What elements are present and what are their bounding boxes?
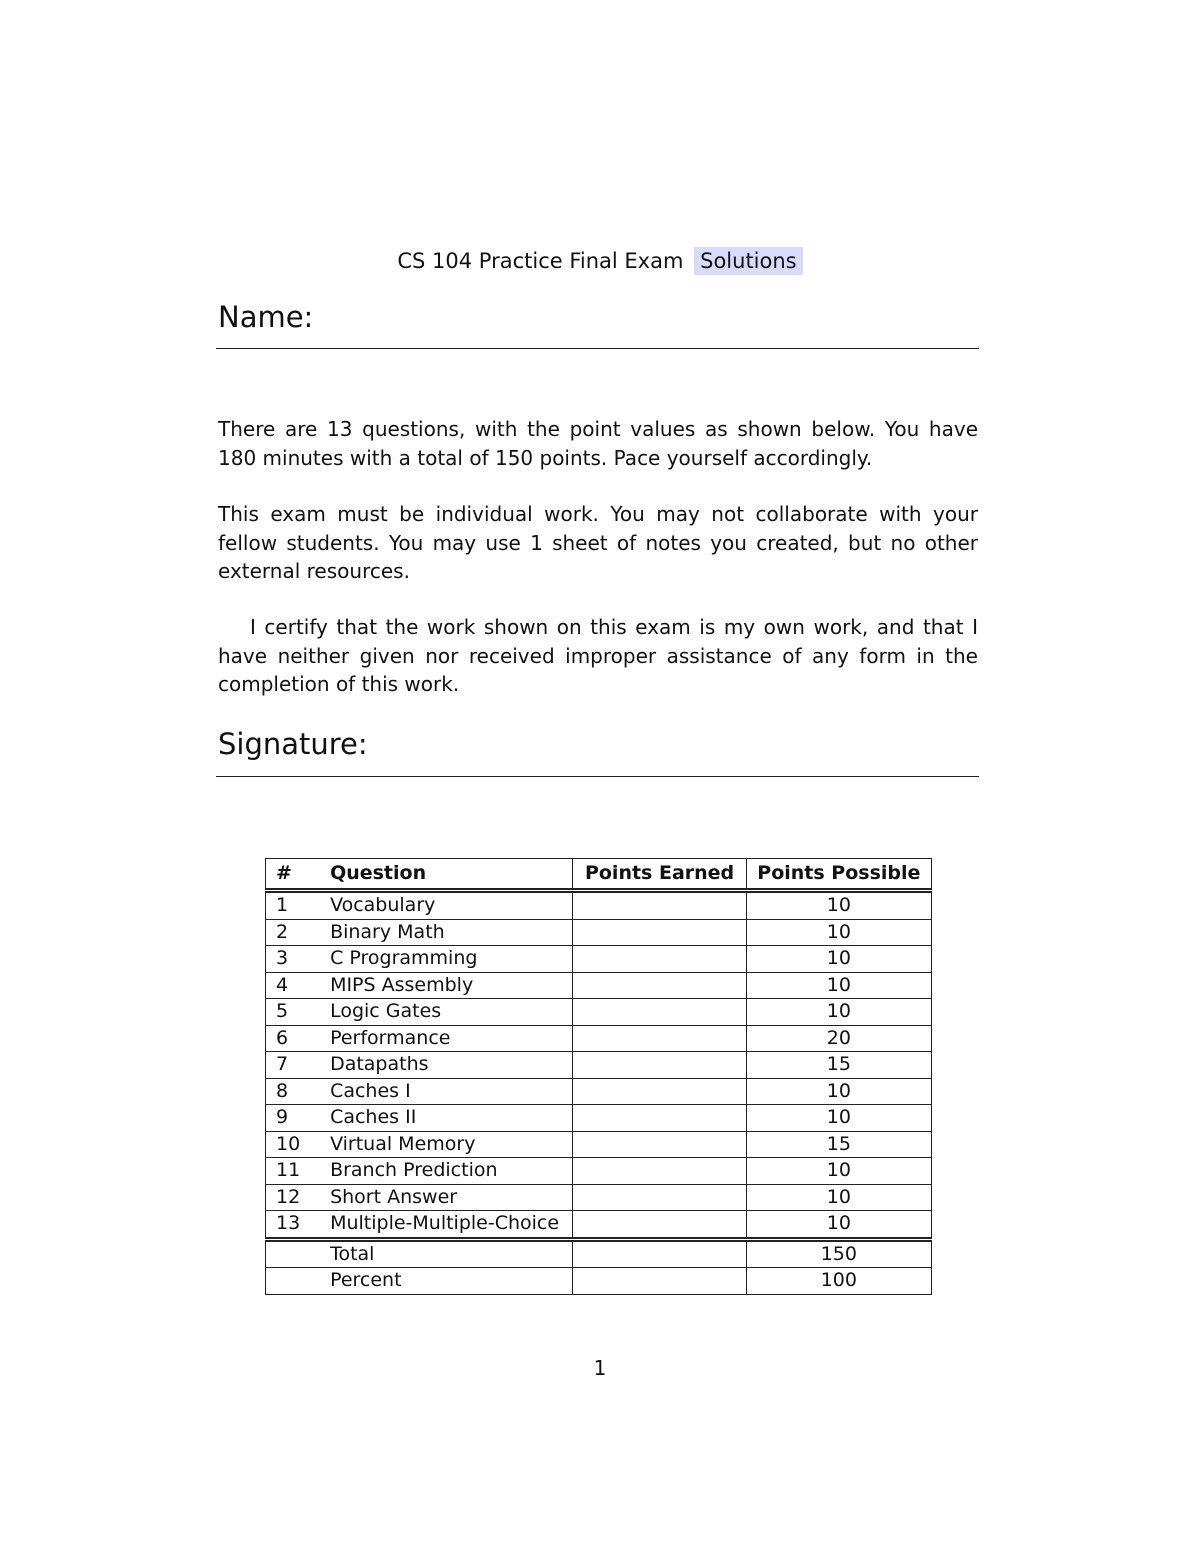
total-row	[266, 1239, 932, 1268]
percent-num	[266, 1268, 317, 1295]
table-row	[266, 1184, 932, 1211]
row-question: C Programming	[316, 946, 573, 973]
row-question: Binary Math	[316, 919, 573, 946]
solutions-highlight: Solutions	[694, 247, 803, 275]
row-points-possible: 10	[746, 891, 931, 920]
table-row	[266, 1211, 932, 1240]
row-points-earned	[573, 891, 746, 920]
header-points-earned: Points Earned	[573, 859, 746, 891]
row-points-earned	[573, 1052, 746, 1079]
certification-paragraph: I certify that the work shown on this exam is my own work, and that I have neither given nor received improper assistance of any form in the completion of this work.	[218, 615, 978, 696]
total-possible: 150	[746, 1239, 931, 1268]
total-label: Total	[316, 1239, 573, 1268]
name-line	[216, 348, 979, 349]
row-points-possible: 10	[746, 946, 931, 973]
row-points-possible: 15	[746, 1052, 931, 1079]
table-row	[266, 1131, 932, 1158]
table-row	[266, 1105, 932, 1132]
row-points-possible: 10	[746, 1078, 931, 1105]
row-points-possible: 20	[746, 1025, 931, 1052]
row-question: Performance	[316, 1025, 573, 1052]
table-row	[266, 999, 932, 1026]
percent-label: Percent	[316, 1268, 573, 1295]
row-points-earned	[573, 972, 746, 999]
total-num	[266, 1239, 317, 1268]
row-points-possible: 10	[746, 919, 931, 946]
percent-earned	[573, 1268, 746, 1295]
row-num: 10	[266, 1131, 317, 1158]
row-points-earned	[573, 1025, 746, 1052]
row-points-possible: 10	[746, 1158, 931, 1185]
row-num: 6	[266, 1025, 317, 1052]
table-row	[266, 972, 932, 999]
table-row	[266, 1025, 932, 1052]
percent-row	[266, 1268, 932, 1295]
row-num: 13	[266, 1211, 317, 1240]
header-num: #	[266, 859, 317, 891]
row-question: Datapaths	[316, 1052, 573, 1079]
total-earned	[573, 1239, 746, 1268]
row-points-possible: 10	[746, 1184, 931, 1211]
score-table	[265, 858, 932, 1295]
row-num: 2	[266, 919, 317, 946]
row-points-possible: 15	[746, 1131, 931, 1158]
row-question: Vocabulary	[316, 891, 573, 920]
signature-label: Signature:	[218, 727, 368, 761]
score-table-header	[266, 859, 932, 891]
score-rows	[266, 891, 932, 1240]
exam-title	[0, 246, 1200, 276]
row-num: 4	[266, 972, 317, 999]
row-points-earned	[573, 1131, 746, 1158]
row-num: 9	[266, 1105, 317, 1132]
row-points-earned	[573, 1211, 746, 1240]
row-points-possible: 10	[746, 1211, 931, 1240]
table-row	[266, 1052, 932, 1079]
row-num: 12	[266, 1184, 317, 1211]
percent-possible: 100	[746, 1268, 931, 1295]
row-points-possible: 10	[746, 1105, 931, 1132]
exam-title-text: CS 104 Practice Final Exam	[397, 249, 684, 273]
page-number: 1	[593, 1356, 607, 1380]
row-points-earned	[573, 1158, 746, 1185]
table-row	[266, 946, 932, 973]
row-num: 7	[266, 1052, 317, 1079]
row-points-possible: 10	[746, 972, 931, 999]
signature-line	[216, 776, 979, 777]
header-question: Question	[316, 859, 573, 891]
row-question: Multiple-Multiple-Choice	[316, 1211, 573, 1240]
row-question: Short Answer	[316, 1184, 573, 1211]
row-question: Logic Gates	[316, 999, 573, 1026]
row-question: MIPS Assembly	[316, 972, 573, 999]
table-row	[266, 1078, 932, 1105]
row-points-earned	[573, 1078, 746, 1105]
row-points-possible: 10	[746, 999, 931, 1026]
instructions-paragraph-1: There are 13 questions, with the point values as shown below. You have 180 minutes with a total of 150 points. Pace yourself accordingly.	[218, 417, 978, 470]
row-question: Caches I	[316, 1078, 573, 1105]
row-points-earned	[573, 999, 746, 1026]
row-points-earned	[573, 946, 746, 973]
row-num: 5	[266, 999, 317, 1026]
header-points-possible: Points Possible	[746, 859, 931, 891]
row-points-earned	[573, 919, 746, 946]
row-points-earned	[573, 1105, 746, 1132]
instructions-paragraph-2: This exam must be individual work. You may not collaborate with your fellow students. You may use 1 sheet of notes you created, but no other external resources.	[218, 502, 978, 583]
table-row	[266, 919, 932, 946]
name-label: Name:	[218, 300, 314, 334]
table-row	[266, 891, 932, 920]
row-question: Caches II	[316, 1105, 573, 1132]
row-num: 3	[266, 946, 317, 973]
row-question: Branch Prediction	[316, 1158, 573, 1185]
row-num: 8	[266, 1078, 317, 1105]
row-points-earned	[573, 1184, 746, 1211]
row-num: 1	[266, 891, 317, 920]
row-num: 11	[266, 1158, 317, 1185]
row-question: Virtual Memory	[316, 1131, 573, 1158]
table-row	[266, 1158, 932, 1185]
